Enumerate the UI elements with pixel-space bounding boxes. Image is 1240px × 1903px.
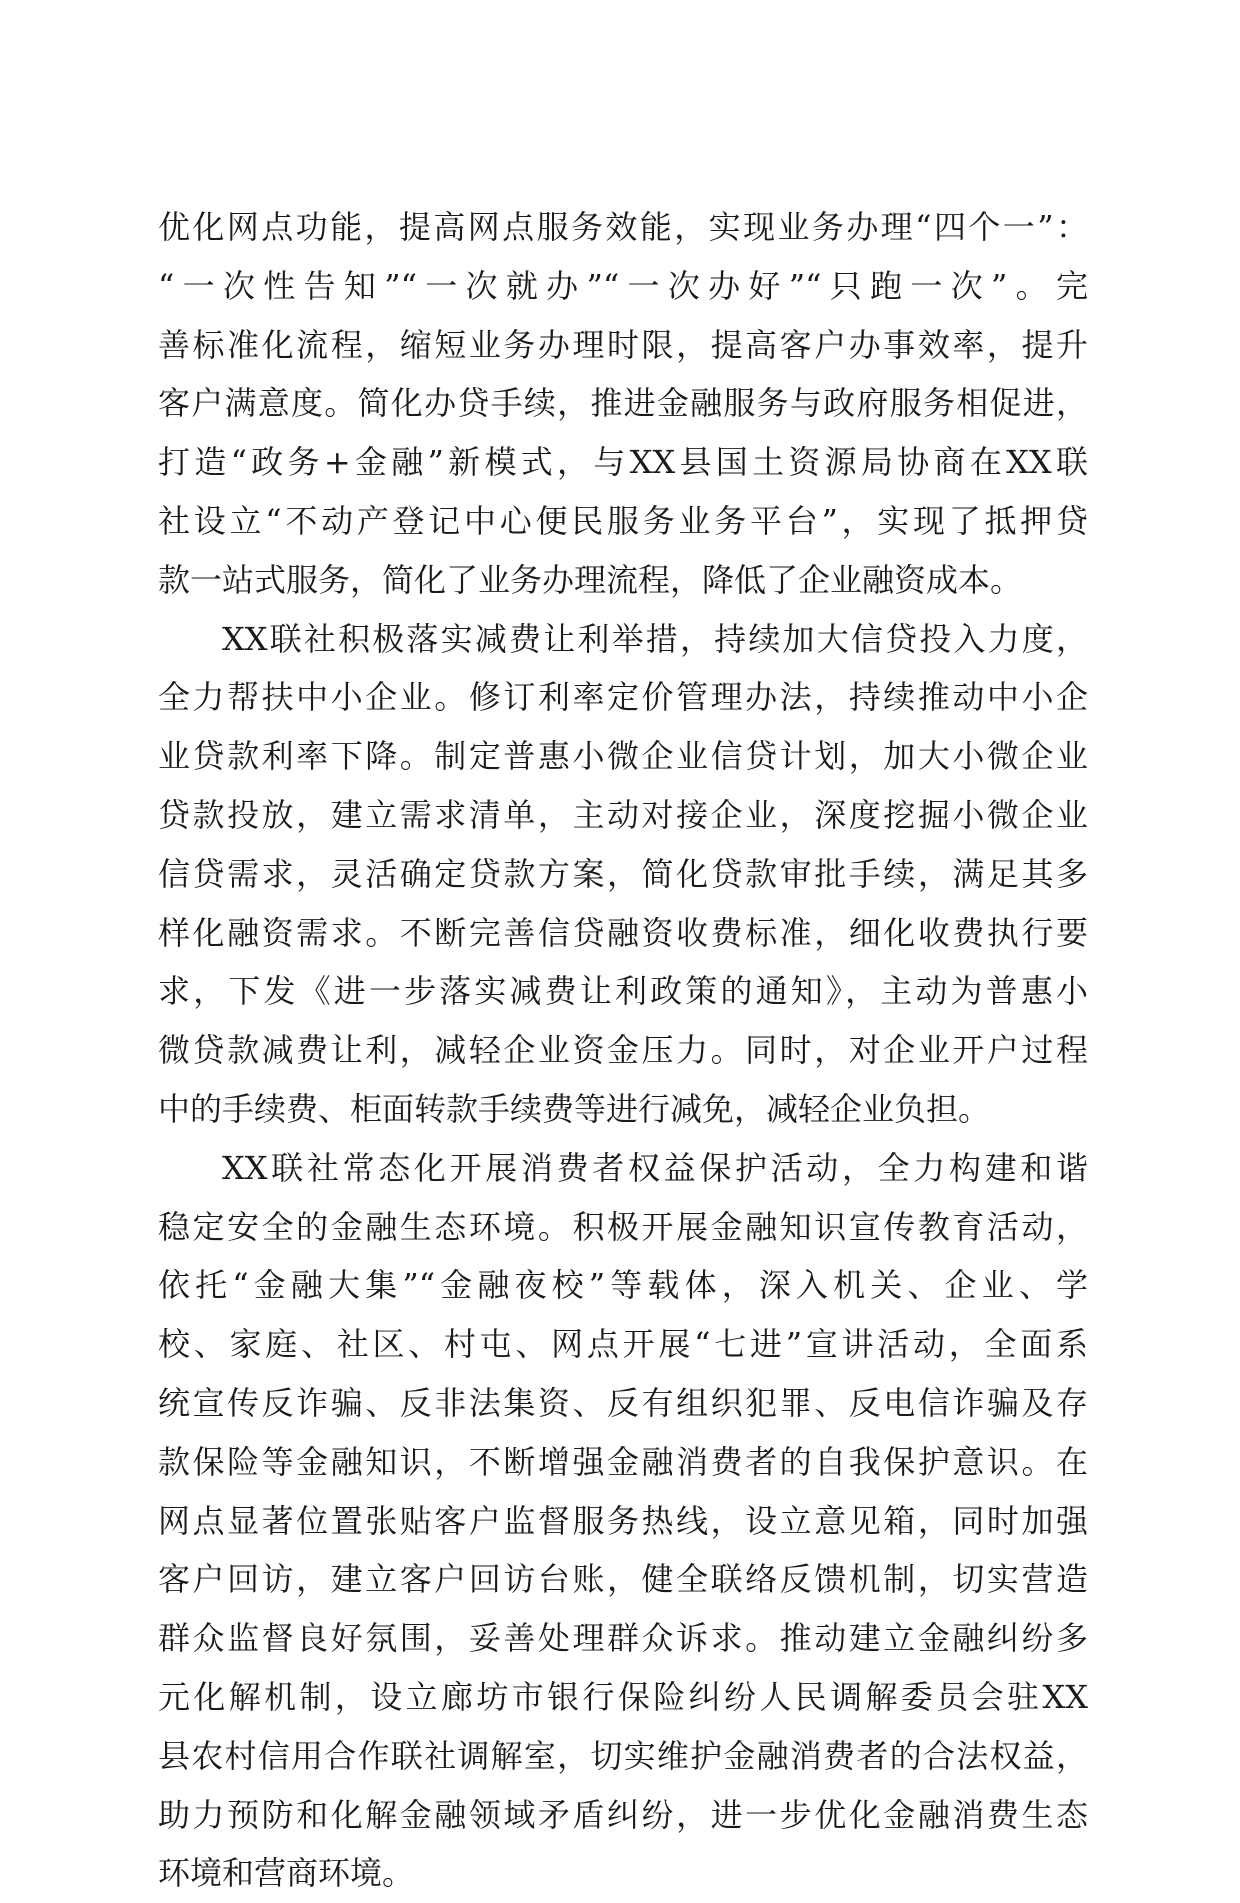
text-line: 客户满意度。简化办贷手续，推进金融服务与政府服务相促进， xyxy=(158,384,1088,423)
text-line: 统宣传反诈骗、反非法集资、反有组织犯罪、反电信诈骗及存 xyxy=(158,1383,1088,1422)
text-line: 微贷款减费让利，减轻企业资金压力。同时，对企业开户过程 xyxy=(158,1031,1088,1070)
text-line: 元化解机制，设立廊坊市银行保险纠纷人民调解委员会驻XX xyxy=(158,1677,1088,1716)
text-line: 社设立“不动产登记中心便民服务业务平台”，实现了抵押贷 xyxy=(158,501,1088,540)
text-line: XX联社常态化开展消费者权益保护活动，全力构建和谐 xyxy=(222,1148,1088,1187)
text-line: XX联社积极落实减费让利举措，持续加大信贷投入力度， xyxy=(222,619,1088,658)
text-line: 求，下发《进一步落实减费让利政策的通知》，主动为普惠小 xyxy=(158,972,1088,1011)
text-line: 善标准化流程，缩短业务办理时限，提高客户办事效率，提升 xyxy=(158,325,1088,364)
text-line: 依托“金融大集”“金融夜校”等载体，深入机关、企业、学 xyxy=(158,1266,1088,1305)
text-line: 网点显著位置张贴客户监督服务热线，设立意见箱，同时加强 xyxy=(158,1501,1088,1540)
text-line: 样化融资需求。不断完善信贷融资收费标准，细化收费执行要 xyxy=(158,913,1088,952)
text-line: 群众监督良好氛围，妥善处理群众诉求。推动建立金融纠纷多 xyxy=(158,1619,1088,1658)
text-line: 贷款投放，建立需求清单，主动对接企业，深度挖掘小微企业 xyxy=(158,795,1088,834)
body-text xyxy=(158,198,1088,1903)
text-line: “一次性告知”“一次就办”“一次办好”“只跑一次”。完 xyxy=(158,266,1088,305)
text-line: 款一站式服务，简化了业务办理流程，降低了企业融资成本。 xyxy=(158,560,1023,599)
text-line: 助力预防和化解金融领域矛盾纠纷，进一步优化金融消费生态 xyxy=(158,1795,1088,1834)
text-line: 信贷需求，灵活确定贷款方案，简化贷款审批手续，满足其多 xyxy=(158,854,1088,893)
text-line: 优化网点功能，提高网点服务效能，实现业务办理“四个一”： xyxy=(158,208,1088,246)
text-line: 打造“政务+金融”新模式，与XX县国土资源局协商在XX联 xyxy=(158,443,1088,482)
text-line: 款保险等金融知识，不断增强金融消费者的自我保护意识。在 xyxy=(158,1442,1088,1481)
text-line: 客户回访，建立客户回访台账，健全联络反馈机制，切实营造 xyxy=(158,1560,1088,1599)
paragraph-3 xyxy=(158,1139,1088,1903)
paragraph-2 xyxy=(158,610,1088,1139)
text-line: 稳定安全的金融生态环境。积极开展金融知识宣传教育活动， xyxy=(158,1207,1088,1246)
text-line: 环境和营商环境。 xyxy=(158,1854,415,1893)
text-line: 中的手续费、柜面转款手续费等进行减免，减轻企业负担。 xyxy=(158,1089,991,1128)
text-line: 业贷款利率下降。制定普惠小微企业信贷计划，加大小微企业 xyxy=(158,737,1088,776)
text-line: 全力帮扶中小企业。修订利率定价管理办法，持续推动中小企 xyxy=(158,678,1088,717)
text-line: 校、家庭、社区、村屯、网点开展“七进”宣讲活动，全面系 xyxy=(158,1325,1088,1364)
text-line: 县农村信用合作联社调解室，切实维护金融消费者的合法权益， xyxy=(158,1736,1088,1775)
paragraph-1 xyxy=(158,198,1088,610)
